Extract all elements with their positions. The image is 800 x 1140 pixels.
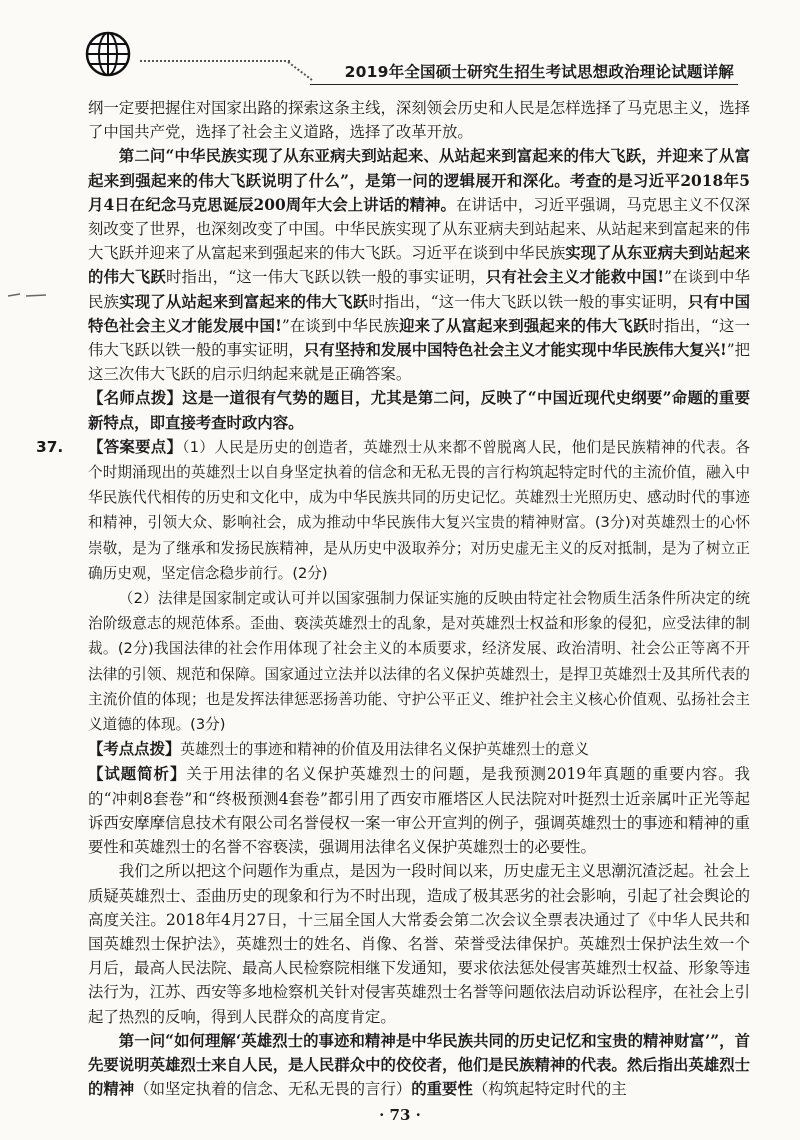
run: ”把这三次伟大飞跃的启示归纳起来就是正确答案。 bbox=[88, 341, 750, 384]
run: 实现了从东亚病夫到站起来的伟大飞跃 bbox=[88, 244, 750, 287]
answer-point-1 bbox=[88, 435, 750, 586]
analysis-text-1: 关于用法律的名义保护英雄烈士的问题，是我预测2019年真题的重要内容。我的“冲刺8套卷”和“终极预测4套卷”都引用了西安市雁塔区人民法院对叶挺烈士近亲属叶正光等起诉西安摩摩信息技术有限公司名誉侵权一案一审公开宣判的例子，强调英雄烈士的事迹和精神的重要性和英雄烈士的名誉不容亵渎，强调用法律名义保护英雄烈士的必要性。 bbox=[88, 765, 750, 857]
run: 在讲话中，习近平强调，马克思主义不仅深刻改变了世界，也深刻改变了中国。中华民族实现了从东亚病夫到站起来、从站起来到富起来的伟大飞跃并迎来了从富起来到强起来的伟大飞跃。习近平在谈到中华民族 bbox=[88, 195, 750, 263]
run: 第二问“中华民族实现了从东亚病夫到站起来、从站起来到富起来的伟大飞跃，并迎来了从富起来到强起来的伟大飞跃说明了什么”，是第一问的逻辑展开和深化。考查的是习近平2018年5月4日在纪念马克思诞辰200周年大会上讲话的精神。 bbox=[88, 147, 750, 214]
page-header bbox=[0, 0, 800, 90]
run: ”在谈到中华民族 bbox=[281, 316, 400, 335]
analysis-p2 bbox=[88, 859, 750, 1028]
intro-paragraph bbox=[88, 96, 750, 144]
header-dotted-slope bbox=[286, 60, 314, 82]
run: 纲一定要把握住对国家出路的探索这条主线，深刻领会历史和人民是怎样选择了马克思主义，选择了中国共产党，选择了社会主义道路，选择了改革开放。 bbox=[88, 99, 750, 142]
run: 只有社会主义才能救中国! bbox=[485, 268, 665, 287]
run: 迎来了从富起来到强起来的伟大飞跃 bbox=[399, 316, 649, 335]
kaodian bbox=[88, 737, 750, 762]
header-title: 2019年全国硕士研究生招生考试思想政治理论试题详解 bbox=[344, 63, 734, 81]
margin-scribble bbox=[6, 290, 50, 300]
header-rule bbox=[310, 84, 738, 85]
analysis-p1 bbox=[88, 762, 750, 859]
run: 实现了从站起来到富起来的伟大飞跃 bbox=[119, 292, 369, 311]
run: 时指出，“这一伟大飞跃以铁一般的事实证明， bbox=[368, 292, 688, 311]
run: 的重要性 bbox=[411, 1080, 473, 1099]
analysis-p3 bbox=[88, 1029, 750, 1102]
answer-p1: （1）人民是历史的创造者，英雄烈士从来都不曾脱离人民，他们是民族精神的代表。各个时期涌现出的英雄烈士以自身坚定执着的信念和无私无畏的言行构筑起特定时代的主流价值，融入中华民族代代相传的历史和文化中，成为中华民族共同的历史记忆。英雄烈士光照历史、感动时代的事迹和精神，引领大众、影响社会，成为推动中华民族伟大复兴宝贵的精神财富。(3分)对英雄烈士的心怀崇敬，是为了继承和发扬民族精神，是从历史中汲取养分；对历史虚无主义的反对抵制，是为了树立正确历史观，坚定信念稳步前行。(2分) bbox=[88, 438, 750, 582]
run: 时指出，“这一伟大飞跃以铁一般的事实证明， bbox=[165, 268, 486, 287]
answer-p2: （2）法律是国家制定或认可并以国家强制力保证实施的反映由特定社会物质生活条件所决定的统治阶级意志的规范体系。歪曲、亵渎英雄烈士的乱象，是对英雄烈士权益和形象的侵犯，应受法律的制裁。(2分)我国法律的社会作用体现了社会主义的本质要求，经济发展、政治清明、社会公正等离不开法律的引领、规范和保障。国家通过立法并以法律的名义保护英雄烈士，是捍卫英雄烈士及其所代表的主流价值的体现；也是发挥法律惩恶扬善功能、守护公平正义、维护社会主义核心价值观、弘扬社会主义道德的体现。(3分) bbox=[88, 590, 750, 734]
run: （如坚定执着的信念、无私无畏的言行） bbox=[134, 1080, 412, 1099]
page-content bbox=[36, 96, 750, 1101]
run: 第一问“如何理解‘英雄烈士的事迹和精神是中华民族共同的历史记忆和宝贵的精神财富’”，首先要说明英雄烈士来自人民，是人民群众中的佼佼者，他们是民族精神的代表。然后指出英雄烈士的精神 bbox=[88, 1031, 750, 1099]
analysis-label: 【试题简析】 bbox=[88, 765, 187, 784]
answer-label: 【答案要点】 bbox=[88, 437, 183, 456]
header-dotted-line bbox=[140, 60, 290, 62]
run: ”在谈到中华民族 bbox=[88, 268, 750, 311]
question-37 bbox=[36, 435, 750, 1101]
run: 只有中国特色社会主义才能发展中国! bbox=[88, 292, 750, 335]
page-number: · 73 · bbox=[379, 1106, 421, 1124]
kaodian-text: 英雄烈士的事迹和精神的价值及用法律名义保护英雄烈士的意义 bbox=[180, 741, 589, 759]
run: 【名师点拨】这是一道很有气势的题目，尤其是第二问，反映了“中国近现代史纲要”命题的重要新特点，即直接考查时政内容。 bbox=[88, 389, 750, 432]
run: 只有坚持和发展中国特色社会主义才能实现中华民族伟大复兴! bbox=[303, 341, 727, 360]
globe-icon bbox=[84, 30, 132, 78]
run: 时指出，“这一伟大飞跃以铁一般的事实证明， bbox=[88, 316, 750, 360]
question-number: 37. bbox=[36, 437, 64, 456]
second-question-paragraph bbox=[88, 144, 750, 386]
answer-point-2 bbox=[88, 586, 750, 737]
kaodian-label: 【考点点拨】 bbox=[88, 740, 181, 759]
teacher-tip bbox=[88, 386, 750, 434]
run: （构筑起特定时代的主 bbox=[472, 1080, 627, 1099]
analysis-text-2: 我们之所以把这个问题作为重点，是因为一段时间以来，历史虚无主义思潮沉渣泛起。社会上质疑英雄烈士、歪曲历史的现象和行为不时出现，造成了极其恶劣的社会影响，引起了社会舆论的高度关注。2018年4月27日，十三届全国人大常委会第二次会议全票表决通过了《中华人民共和国英雄烈士保护法》，英雄烈士的姓名、肖像、名誉、荣誉受法律保护。英雄烈士保护法生效一个月后，最高人民法院、最高人民检察院相继下发通知，要求依法惩处侵害英雄烈士权益、形象等违法行为，江苏、西安等多地检察机关针对侵害英雄烈士名誉等问题依法启动诉讼程序，在社会上引起了热烈的反响，得到人民群众的高度肯定。 bbox=[88, 862, 750, 1026]
